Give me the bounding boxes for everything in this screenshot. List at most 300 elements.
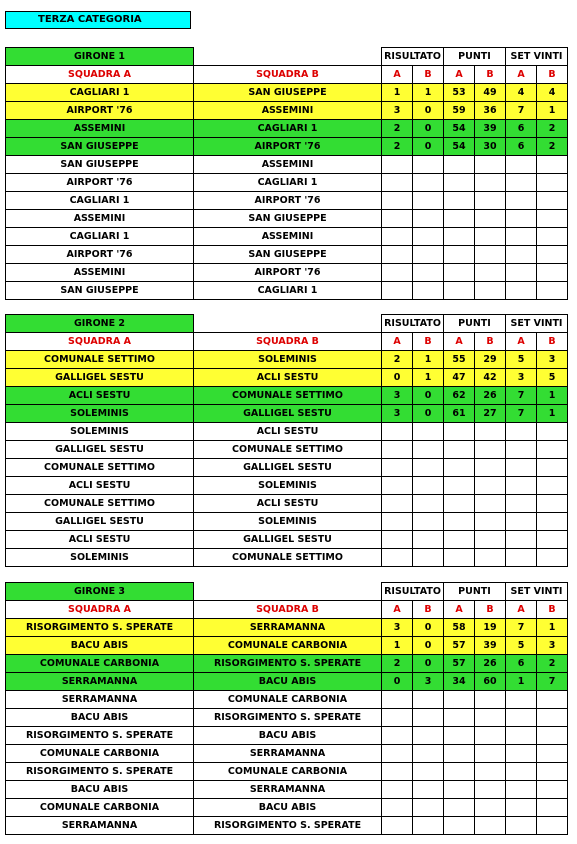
squadra-a-header: SQUADRA A [6,333,194,351]
risultato-b-cell: 0 [413,655,444,673]
team-a-cell: AIRPORT '76 [6,246,194,264]
match-row [6,799,568,817]
team-a-cell: SOLEMINIS [6,405,194,423]
punti-a-cell [444,477,475,495]
match-row [6,477,568,495]
risultato-b-cell: 1 [413,369,444,387]
set-a-cell [506,246,537,264]
risultato-header: RISULTATO [382,48,444,66]
girone-table [5,582,568,835]
punti-a-cell [444,228,475,246]
team-a-cell: BACU ABIS [6,781,194,799]
punti-b-cell: 42 [475,369,506,387]
set-a-cell [506,513,537,531]
punti-b-cell [475,441,506,459]
punti-a-cell [444,495,475,513]
risultato-b-cell [413,282,444,300]
risultato-a-cell: 1 [382,84,413,102]
punti-a-cell [444,264,475,282]
team-a-cell: SERRAMANNA [6,673,194,691]
set-a-cell: 6 [506,120,537,138]
col-a-header: A [444,66,475,84]
team-a-cell: ASSEMINI [6,264,194,282]
match-row [6,495,568,513]
set-a-cell [506,228,537,246]
squadra-b-header: SQUADRA B [194,601,382,619]
set-b-cell: 1 [537,102,568,120]
risultato-a-cell: 0 [382,673,413,691]
squadra-b-header: SQUADRA B [194,66,382,84]
girone-header-row [6,315,568,333]
team-a-cell: SAN GIUSEPPE [6,282,194,300]
punti-a-cell [444,210,475,228]
set-b-cell [537,799,568,817]
set-a-cell [506,549,537,567]
col-b-header: B [413,66,444,84]
col-a-header: A [444,601,475,619]
set-b-cell [537,549,568,567]
risultato-a-cell [382,477,413,495]
risultato-a-cell: 3 [382,405,413,423]
punti-header: PUNTI [444,583,506,601]
punti-a-cell: 53 [444,84,475,102]
match-row [6,264,568,282]
punti-a-cell: 57 [444,655,475,673]
risultato-a-cell: 3 [382,102,413,120]
team-a-cell: CAGLIARI 1 [6,228,194,246]
set-a-cell [506,799,537,817]
team-b-cell: AIRPORT '76 [194,192,382,210]
set-a-cell: 5 [506,637,537,655]
punti-a-cell: 57 [444,637,475,655]
set-vinti-header: SET VINTI [506,48,568,66]
team-b-cell: CAGLIARI 1 [194,282,382,300]
set-b-cell [537,441,568,459]
risultato-b-cell [413,441,444,459]
risultato-a-cell: 1 [382,637,413,655]
set-b-cell [537,709,568,727]
team-a-cell: SOLEMINIS [6,423,194,441]
risultato-b-cell: 3 [413,673,444,691]
team-a-cell: COMUNALE SETTIMO [6,459,194,477]
set-b-cell [537,228,568,246]
team-a-cell: COMUNALE CARBONIA [6,745,194,763]
match-row [6,709,568,727]
match-row [6,138,568,156]
risultato-b-cell: 0 [413,102,444,120]
risultato-a-cell: 0 [382,369,413,387]
team-a-cell: ASSEMINI [6,120,194,138]
risultato-b-cell: 1 [413,84,444,102]
punti-a-cell [444,192,475,210]
set-b-cell [537,495,568,513]
punti-b-cell [475,228,506,246]
team-a-cell: RISORGIMENTO S. SPERATE [6,763,194,781]
punti-b-cell [475,495,506,513]
set-b-cell [537,459,568,477]
team-b-cell: SAN GIUSEPPE [194,210,382,228]
set-b-cell: 1 [537,619,568,637]
risultato-b-cell [413,156,444,174]
squadra-a-header: SQUADRA A [6,66,194,84]
risultato-a-cell: 2 [382,120,413,138]
risultato-a-cell [382,441,413,459]
team-a-cell: AIRPORT '76 [6,102,194,120]
risultato-a-cell [382,423,413,441]
set-vinti-header: SET VINTI [506,315,568,333]
team-a-cell: ACLI SESTU [6,477,194,495]
punti-b-cell [475,423,506,441]
risultato-a-cell [382,459,413,477]
col-a-header: A [444,333,475,351]
punti-a-cell: 62 [444,387,475,405]
team-b-cell: SOLEMINIS [194,477,382,495]
girone-name: GIRONE 3 [6,583,194,601]
set-a-cell: 6 [506,138,537,156]
punti-b-cell [475,781,506,799]
risultato-b-cell [413,781,444,799]
team-a-cell: SAN GIUSEPPE [6,138,194,156]
punti-b-cell [475,459,506,477]
punti-a-cell [444,727,475,745]
match-row [6,405,568,423]
team-b-cell: ACLI SESTU [194,495,382,513]
team-b-cell: GALLIGEL SESTU [194,459,382,477]
set-a-cell [506,817,537,835]
punti-header: PUNTI [444,48,506,66]
set-a-cell [506,423,537,441]
team-a-cell: COMUNALE SETTIMO [6,351,194,369]
match-row [6,637,568,655]
risultato-a-cell [382,531,413,549]
punti-a-cell [444,763,475,781]
col-a-header: A [382,601,413,619]
team-b-cell: RISORGIMENTO S. SPERATE [194,817,382,835]
risultato-a-cell [382,495,413,513]
risultato-a-cell [382,799,413,817]
team-b-cell: ASSEMINI [194,156,382,174]
col-b-header: B [475,601,506,619]
punti-b-cell [475,477,506,495]
team-b-cell: SAN GIUSEPPE [194,246,382,264]
risultato-b-cell [413,495,444,513]
match-row [6,210,568,228]
team-b-cell: CAGLIARI 1 [194,120,382,138]
header-spacer [194,315,382,333]
team-a-cell: AIRPORT '76 [6,174,194,192]
punti-a-cell [444,513,475,531]
risultato-a-cell [382,691,413,709]
punti-b-cell: 60 [475,673,506,691]
team-b-cell: BACU ABIS [194,673,382,691]
team-b-cell: BACU ABIS [194,799,382,817]
match-row [6,763,568,781]
team-a-cell: RISORGIMENTO S. SPERATE [6,619,194,637]
set-a-cell [506,763,537,781]
punti-a-cell [444,709,475,727]
team-a-cell: SERRAMANNA [6,691,194,709]
risultato-a-cell [382,156,413,174]
set-b-cell: 2 [537,655,568,673]
team-a-cell: ACLI SESTU [6,387,194,405]
girone-table [5,47,568,300]
set-a-cell: 7 [506,405,537,423]
col-b-header: B [537,333,568,351]
team-a-cell: GALLIGEL SESTU [6,369,194,387]
set-a-cell [506,691,537,709]
set-b-cell [537,745,568,763]
team-b-cell: RISORGIMENTO S. SPERATE [194,709,382,727]
team-b-cell: GALLIGEL SESTU [194,531,382,549]
match-row [6,120,568,138]
risultato-b-cell [413,264,444,282]
risultato-b-cell [413,799,444,817]
set-b-cell: 7 [537,673,568,691]
risultato-b-cell: 0 [413,120,444,138]
risultato-b-cell [413,246,444,264]
punti-b-cell [475,156,506,174]
risultato-b-cell: 0 [413,138,444,156]
set-b-cell [537,282,568,300]
punti-a-cell [444,156,475,174]
punti-a-cell [444,799,475,817]
set-a-cell [506,282,537,300]
risultato-a-cell [382,246,413,264]
set-a-cell [506,709,537,727]
risultato-a-cell [382,513,413,531]
risultato-a-cell [382,745,413,763]
risultato-a-cell [382,763,413,781]
risultato-a-cell [382,781,413,799]
set-a-cell [506,477,537,495]
punti-a-cell [444,459,475,477]
team-b-cell: SOLEMINIS [194,513,382,531]
risultato-a-cell [382,210,413,228]
punti-b-cell [475,513,506,531]
set-a-cell: 4 [506,84,537,102]
team-a-cell: COMUNALE CARBONIA [6,655,194,673]
col-b-header: B [475,66,506,84]
punti-a-cell [444,246,475,264]
punti-b-cell [475,210,506,228]
set-a-cell: 1 [506,673,537,691]
match-row [6,387,568,405]
col-a-header: A [382,333,413,351]
match-row [6,84,568,102]
set-b-cell [537,246,568,264]
risultato-a-cell [382,709,413,727]
col-b-header: B [413,601,444,619]
risultato-b-cell [413,763,444,781]
team-a-cell: SOLEMINIS [6,549,194,567]
col-b-header: B [537,66,568,84]
set-b-cell [537,691,568,709]
team-b-cell: COMUNALE SETTIMO [194,387,382,405]
team-a-cell: COMUNALE CARBONIA [6,799,194,817]
set-a-cell [506,727,537,745]
risultato-a-cell [382,817,413,835]
match-row [6,369,568,387]
column-header-row [6,333,568,351]
risultato-b-cell: 0 [413,387,444,405]
risultato-b-cell [413,817,444,835]
risultato-b-cell [413,459,444,477]
risultato-b-cell [413,192,444,210]
punti-b-cell [475,763,506,781]
risultato-a-cell: 2 [382,351,413,369]
risultato-a-cell [382,264,413,282]
risultato-a-cell: 3 [382,387,413,405]
header-spacer [194,583,382,601]
team-a-cell: BACU ABIS [6,709,194,727]
col-a-header: A [506,601,537,619]
team-b-cell: SERRAMANNA [194,745,382,763]
set-b-cell [537,513,568,531]
match-row [6,156,568,174]
team-b-cell: BACU ABIS [194,727,382,745]
team-a-cell: RISORGIMENTO S. SPERATE [6,727,194,745]
risultato-a-cell [382,192,413,210]
punti-b-cell [475,174,506,192]
risultato-b-cell [413,531,444,549]
punti-b-cell [475,817,506,835]
punti-b-cell [475,246,506,264]
set-a-cell: 7 [506,102,537,120]
team-b-cell: CAGLIARI 1 [194,174,382,192]
match-row [6,459,568,477]
risultato-b-cell [413,228,444,246]
punti-b-cell [475,691,506,709]
match-row [6,655,568,673]
punti-b-cell: 49 [475,84,506,102]
set-b-cell: 1 [537,387,568,405]
set-a-cell [506,264,537,282]
punti-a-cell [444,441,475,459]
team-b-cell: SAN GIUSEPPE [194,84,382,102]
punti-a-cell [444,781,475,799]
girone-table [5,314,568,567]
risultato-header: RISULTATO [382,583,444,601]
team-b-cell: COMUNALE CARBONIA [194,691,382,709]
team-b-cell: ACLI SESTU [194,423,382,441]
col-b-header: B [413,333,444,351]
punti-a-cell: 54 [444,120,475,138]
risultato-a-cell: 3 [382,619,413,637]
set-a-cell [506,156,537,174]
header-spacer [194,48,382,66]
punti-b-cell [475,282,506,300]
punti-b-cell: 26 [475,387,506,405]
match-row [6,549,568,567]
risultato-b-cell [413,549,444,567]
set-a-cell [506,495,537,513]
risultato-header: RISULTATO [382,315,444,333]
team-b-cell: ASSEMINI [194,228,382,246]
risultato-b-cell: 0 [413,619,444,637]
punti-b-cell: 26 [475,655,506,673]
column-header-row [6,66,568,84]
set-b-cell [537,763,568,781]
punti-a-cell [444,531,475,549]
punti-b-cell [475,531,506,549]
team-b-cell: SERRAMANNA [194,781,382,799]
punti-a-cell: 55 [444,351,475,369]
risultato-b-cell [413,745,444,763]
col-a-header: A [506,333,537,351]
set-b-cell [537,264,568,282]
set-a-cell: 5 [506,351,537,369]
risultato-b-cell [413,174,444,192]
set-a-cell [506,745,537,763]
col-a-header: A [382,66,413,84]
match-row [6,246,568,264]
team-b-cell: AIRPORT '76 [194,264,382,282]
set-a-cell: 7 [506,619,537,637]
risultato-b-cell [413,727,444,745]
punti-a-cell [444,174,475,192]
girone-name: GIRONE 2 [6,315,194,333]
punti-b-cell [475,264,506,282]
match-row [6,727,568,745]
team-b-cell: COMUNALE SETTIMO [194,441,382,459]
set-b-cell [537,477,568,495]
set-a-cell [506,459,537,477]
set-a-cell [506,174,537,192]
risultato-a-cell [382,727,413,745]
team-b-cell: AIRPORT '76 [194,138,382,156]
punti-a-cell: 58 [444,619,475,637]
team-a-cell: CAGLIARI 1 [6,192,194,210]
set-a-cell: 3 [506,369,537,387]
punti-b-cell: 29 [475,351,506,369]
punti-b-cell: 27 [475,405,506,423]
punti-a-cell: 34 [444,673,475,691]
girone-name: GIRONE 1 [6,48,194,66]
girone-header-row [6,48,568,66]
team-b-cell: COMUNALE CARBONIA [194,637,382,655]
punti-a-cell: 47 [444,369,475,387]
risultato-b-cell: 1 [413,351,444,369]
set-b-cell: 3 [537,351,568,369]
team-b-cell: SOLEMINIS [194,351,382,369]
risultato-a-cell: 2 [382,138,413,156]
punti-a-cell [444,549,475,567]
set-b-cell [537,727,568,745]
risultato-b-cell [413,709,444,727]
punti-b-cell [475,799,506,817]
team-a-cell: GALLIGEL SESTU [6,441,194,459]
set-b-cell [537,192,568,210]
set-b-cell: 4 [537,84,568,102]
punti-a-cell [444,745,475,763]
risultato-a-cell [382,282,413,300]
match-row [6,228,568,246]
risultato-a-cell [382,228,413,246]
set-b-cell [537,781,568,799]
match-row [6,441,568,459]
risultato-b-cell [413,691,444,709]
punti-a-cell: 54 [444,138,475,156]
team-b-cell: ASSEMINI [194,102,382,120]
risultato-b-cell [413,477,444,495]
team-a-cell: ACLI SESTU [6,531,194,549]
match-row [6,619,568,637]
set-a-cell: 6 [506,655,537,673]
punti-b-cell [475,745,506,763]
set-b-cell: 3 [537,637,568,655]
risultato-a-cell [382,549,413,567]
set-a-cell [506,210,537,228]
